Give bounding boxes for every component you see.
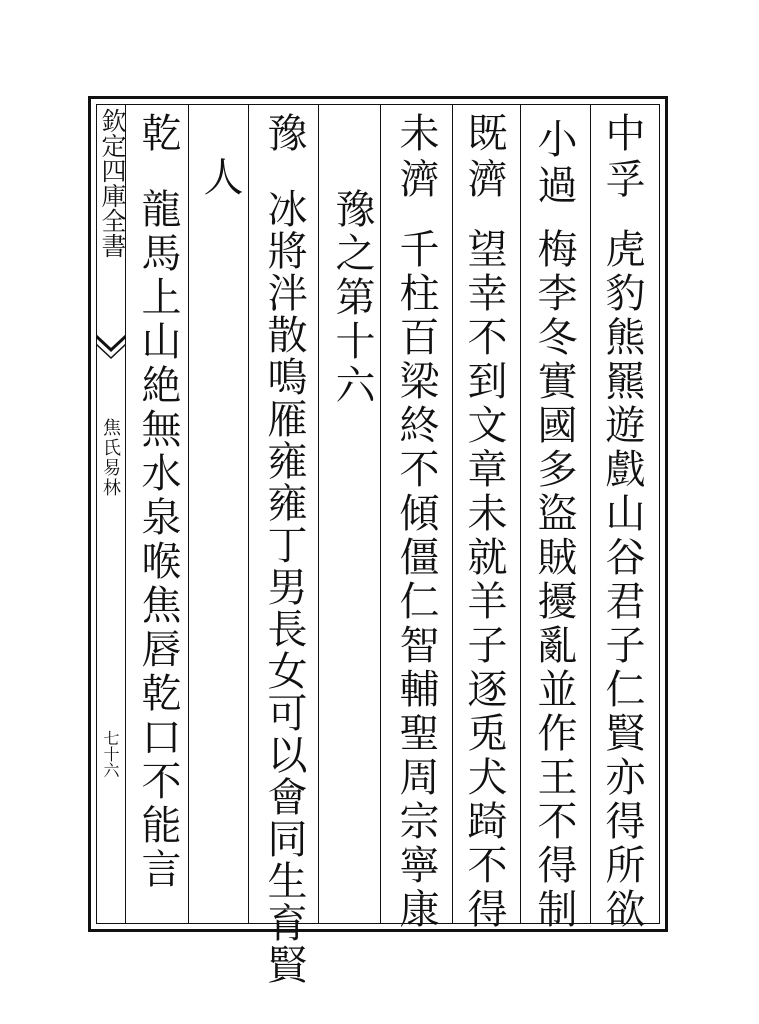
hexagram-name: 既濟 xyxy=(461,112,507,204)
hexagram-name: 豫 xyxy=(261,112,307,158)
column-rule xyxy=(318,104,319,924)
column-rule xyxy=(380,104,381,924)
verse-text: 冰將泮散鳴雁雍雍丁男長女可以會同生育賢 xyxy=(261,188,307,986)
hexagram-name: 未濟 xyxy=(393,112,439,204)
verse-continuation: 人 xyxy=(197,156,243,200)
hexagram-name: 中孚 xyxy=(599,112,645,204)
verse-text: 龍馬上山絶無水泉喉焦唇乾口不能言 xyxy=(135,188,181,892)
column-rule xyxy=(248,104,249,924)
verse-text: 千柱百梁終不傾僵仁智輔聖周宗寧康 xyxy=(393,228,439,932)
column-rule xyxy=(520,104,521,924)
verse-text: 虎豹熊羆遊戲山谷君子仁賢亦得所欲 xyxy=(599,228,645,932)
hexagram-name: 小過 xyxy=(531,118,577,210)
book-title: 焦氏易林 xyxy=(100,418,121,498)
verse-text: 梅李冬實國多盜賊擾亂並作王不得制 xyxy=(531,228,577,932)
hexagram-name: 乾 xyxy=(135,112,181,158)
collection-title: 欽定四庫全書 xyxy=(98,108,127,258)
verse-text: 望幸不到文章未就羊子逐兎犬踦不得 xyxy=(461,228,507,932)
column-rule xyxy=(452,104,453,924)
chapter-heading: 豫之第十六 xyxy=(329,188,375,408)
column-rule xyxy=(590,104,591,924)
page-number: 七十六 xyxy=(101,730,120,778)
fishtail-ornament-icon xyxy=(96,330,126,370)
column-rule xyxy=(188,104,189,924)
